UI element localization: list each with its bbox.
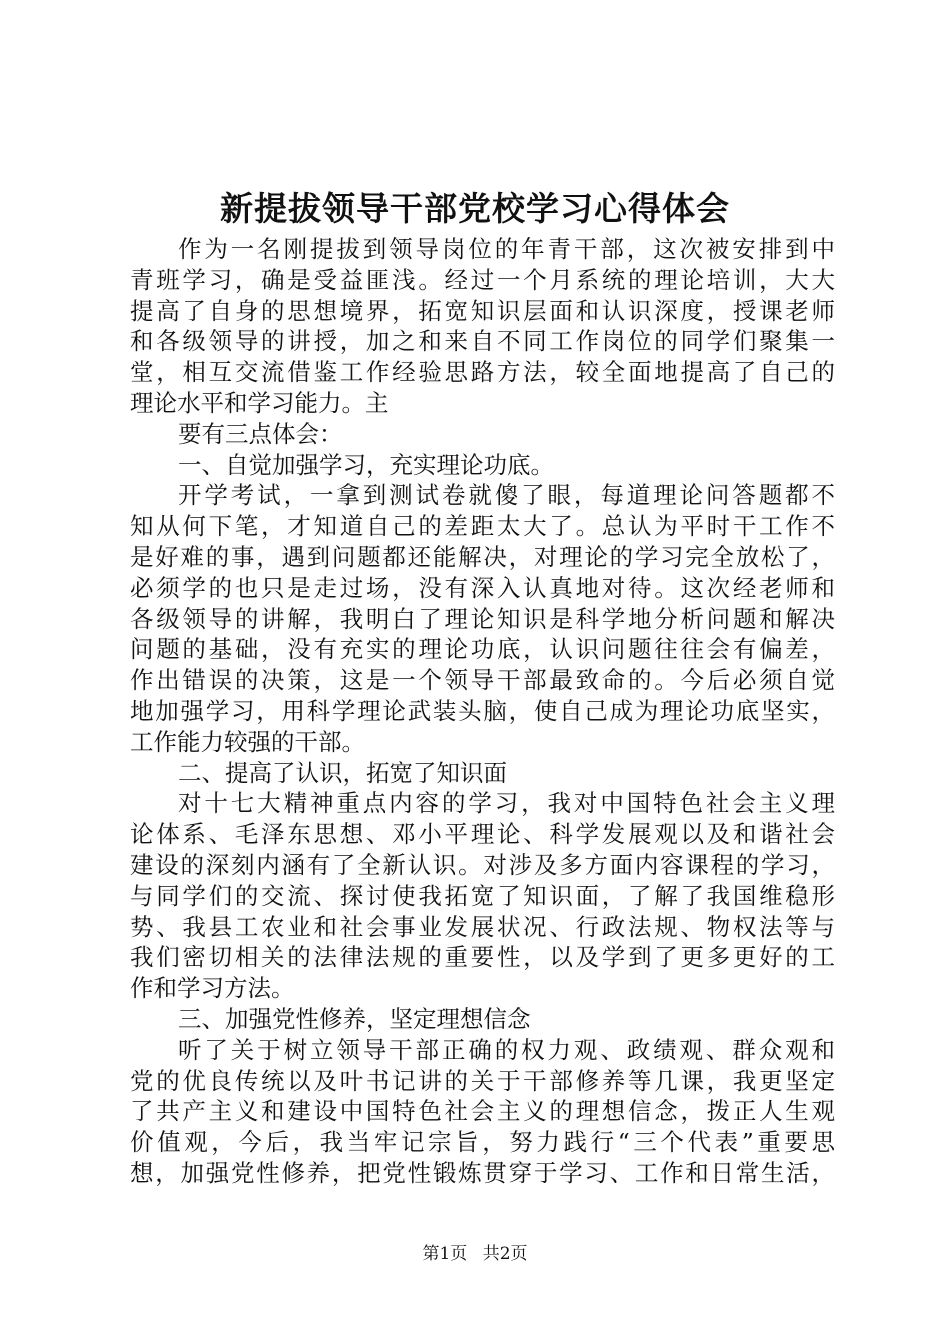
text-line: 地加强学习，用科学理论武装头脑，使自己成为理论功底坚实， [130,696,835,725]
text-line: 工作能力较强的干部。 [130,727,365,756]
text-line: 一、自觉加强学习，充实理论功底。 [178,450,554,479]
text-line: 三、加强党性修养，坚定理想信念 [178,1004,531,1033]
text-line: 听了关于树立领导干部正确的权力观、政绩观、群众观和 [178,1035,835,1064]
page-number-total: 共2页 [482,1244,528,1264]
text-line: 想，加强党性修养，把党性锻炼贯穿于学习、工作和日常生活， [130,1158,835,1187]
page-footer [0,1242,950,1266]
text-line: 必须学的也只是走过场，没有深入认真地对待。这次经老师和 [130,573,835,602]
text-line: 建设的深刻内涵有了全新认识。对涉及多方面内容课程的学习， [130,850,835,879]
document-title: 新提拔领导干部党校学习心得体会 [220,189,730,228]
text-line: 理论水平和学习能力。主 [130,388,389,417]
text-line: 开学考试，一拿到测试卷就傻了眼，每道理论问答题都不 [178,481,835,510]
page-number-current: 第1页 [422,1244,468,1264]
text-line: 了共产主义和建设中国特色社会主义的理想信念，拨正人生观 [130,1097,835,1126]
text-line: 作为一名刚提拔到领导岗位的年青干部，这次被安排到中 [178,235,835,263]
text-line: 各级领导的讲解，我明白了理论知识是科学地分析问题和解决 [130,604,835,633]
text-line: 问题的基础，没有充实的理论功底，认识问题往往会有偏差， [130,635,835,664]
text-line: 与同学们的交流、探讨使我拓宽了知识面，了解了我国维稳形 [130,881,835,910]
text-line: 二、提高了认识，拓宽了知识面 [178,758,507,787]
text-line: 党的优良传统以及叶书记讲的关于干部修养等几课，我更坚定 [130,1066,835,1095]
text-line: 价值观，今后，我当牢记宗旨，努力践行“三个代表”重要思 [130,1128,835,1157]
text-line: 青班学习，确是受益匪浅。经过一个月系统的理论培训，大大 [130,265,835,294]
text-line: 势、我县工农业和社会事业发展状况、行政法规、物权法等与 [130,912,835,941]
text-line: 知从何下笔，才知道自己的差距太大了。总认为平时干工作不 [130,512,835,541]
text-line: 作和学习方法。 [130,974,295,1003]
document-body [130,234,835,1189]
text-line: 要有三点体会： [178,419,343,448]
text-line: 堂，相互交流借鉴工作经验思路方法，较全面地提高了自己的 [130,358,835,387]
text-line: 是好难的事，遇到问题都还能解决，对理论的学习完全放松了， [130,542,835,571]
text-line: 我们密切相关的法律法规的重要性，以及学到了更多更好的工 [130,943,835,972]
text-line: 对十七大精神重点内容的学习，我对中国特色社会主义理 [178,789,835,818]
text-line: 作出错误的决策，这是一个领导干部最致命的。今后必须自觉 [130,666,835,695]
text-line: 论体系、毛泽东思想、邓小平理论、科学发展观以及和谐社会 [130,820,835,849]
text-line: 和各级领导的讲授，加之和来自不同工作岗位的同学们聚集一 [130,327,835,356]
text-line: 提高了自身的思想境界，拓宽知识层面和认识深度，授课老师 [130,296,835,325]
